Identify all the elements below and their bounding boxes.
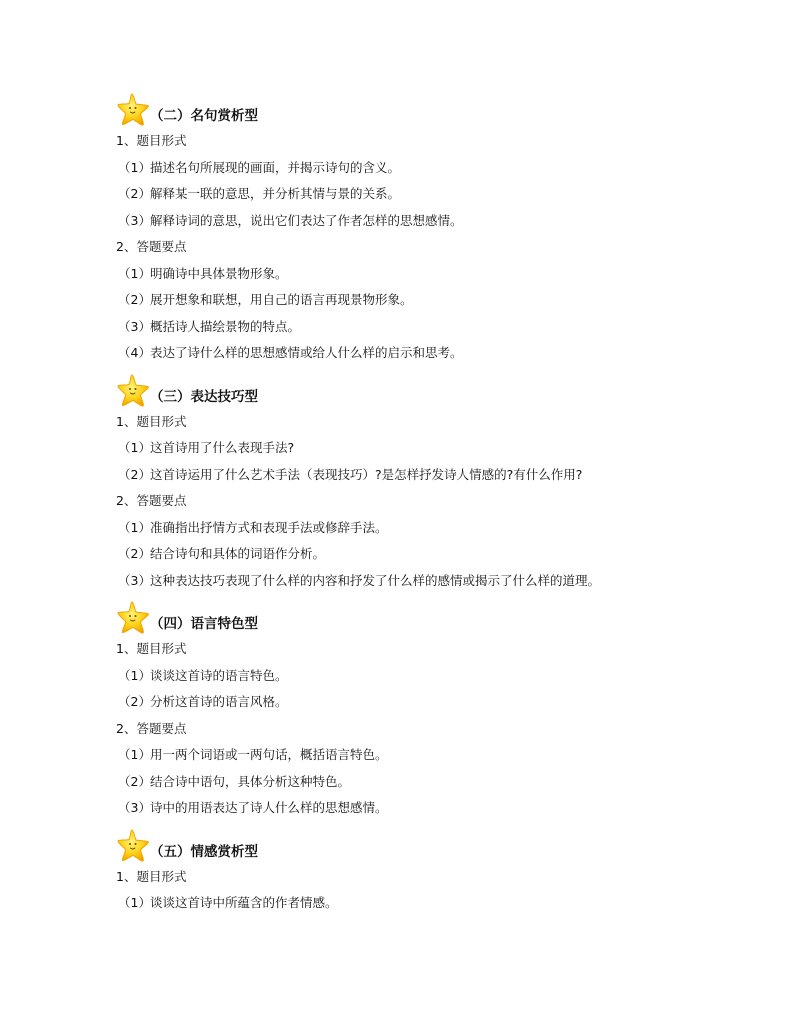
item-number: （1） bbox=[118, 895, 151, 910]
item-number: （3） bbox=[118, 318, 151, 334]
item-number: （2） bbox=[118, 186, 151, 201]
section-header bbox=[116, 86, 756, 126]
subsection-heading: 2、答题要点 bbox=[116, 720, 187, 736]
list-item bbox=[116, 689, 756, 716]
star-icon bbox=[116, 373, 152, 409]
item-text: 展开想象和联想，用自己的语言再现景物形象。 bbox=[150, 292, 413, 307]
list-item bbox=[116, 663, 756, 690]
section bbox=[116, 594, 756, 822]
list-item bbox=[116, 769, 756, 796]
item-number: （1） bbox=[118, 747, 151, 762]
list-item bbox=[116, 314, 756, 341]
item-number: （1） bbox=[118, 265, 151, 281]
item-number: （1） bbox=[118, 440, 151, 455]
item-text: 解释某一联的意思，并分析其情与景的关系。 bbox=[150, 186, 401, 201]
item-number: （1） bbox=[118, 519, 151, 535]
list-item bbox=[116, 181, 756, 208]
item-text: 这首诗运用了什么艺术手法（表现技巧）?是怎样抒发诗人情感的?有什么作用? bbox=[150, 466, 583, 482]
star-icon bbox=[116, 828, 152, 864]
section-title: （二）名句赏析型 bbox=[150, 108, 258, 124]
list-item bbox=[116, 795, 756, 822]
item-number: （1） bbox=[118, 159, 151, 175]
item-text: 这首诗用了什么表现手法? bbox=[150, 440, 295, 455]
item-text: 诗中的用语表达了诗人什么样的思想感情。 bbox=[150, 800, 388, 815]
list-item bbox=[116, 155, 756, 182]
item-number: （1） bbox=[118, 667, 151, 683]
item-text: 谈谈这首诗中所蕴含的作者情感。 bbox=[150, 895, 338, 910]
item-text: 描述名句所展现的画面，并揭示诗句的含义。 bbox=[150, 159, 401, 175]
subsection-heading: 1、题目形式 bbox=[116, 868, 187, 884]
item-number: （2） bbox=[118, 292, 151, 307]
item-text: 分析这首诗的语言风格。 bbox=[150, 694, 288, 709]
section bbox=[116, 822, 756, 917]
item-text: 表达了诗什么样的思想感情或给人什么样的启示和思考。 bbox=[150, 345, 463, 360]
item-text: 结合诗中语句，具体分析这种特色。 bbox=[150, 773, 351, 789]
item-text: 解释诗词的意思，说出它们表达了作者怎样的思想感情。 bbox=[150, 212, 463, 228]
list-item bbox=[116, 462, 756, 489]
item-number: （3） bbox=[118, 572, 151, 588]
list-item bbox=[116, 261, 756, 288]
list-item bbox=[116, 890, 756, 917]
list-item bbox=[116, 208, 756, 235]
subsection-heading: 2、答题要点 bbox=[116, 493, 187, 508]
section-header bbox=[116, 594, 756, 634]
item-number: （2） bbox=[118, 773, 151, 789]
subsection-heading: 1、题目形式 bbox=[116, 133, 187, 148]
subsection-heading: 1、题目形式 bbox=[116, 413, 187, 429]
item-text: 用一两个词语或一两句话，概括语言特色。 bbox=[150, 747, 388, 762]
star-icon bbox=[116, 600, 152, 636]
subsection-heading: 2、答题要点 bbox=[116, 239, 187, 254]
item-number: （2） bbox=[118, 466, 151, 482]
document-content bbox=[116, 86, 756, 917]
list-item bbox=[116, 742, 756, 769]
item-number: （3） bbox=[118, 212, 151, 228]
section bbox=[116, 86, 756, 367]
item-number: （4） bbox=[118, 345, 151, 360]
section-title: （五）情感赏析型 bbox=[150, 843, 258, 860]
item-text: 准确指出抒情方式和表现手法或修辞手法。 bbox=[150, 519, 388, 535]
item-number: （3） bbox=[118, 800, 151, 815]
item-text: 概括诗人描绘景物的特点。 bbox=[150, 318, 301, 334]
item-text: 这种表达技巧表现了什么样的内容和抒发了什么样的感情或揭示了什么样的道理。 bbox=[150, 572, 601, 588]
section-title: （四）语言特色型 bbox=[150, 616, 258, 632]
list-item bbox=[116, 340, 756, 367]
star-icon bbox=[116, 92, 152, 128]
item-number: （2） bbox=[118, 694, 151, 709]
list-item bbox=[116, 287, 756, 314]
section bbox=[116, 367, 756, 595]
section-header bbox=[116, 822, 756, 862]
subsection-heading: 1、题目形式 bbox=[116, 641, 187, 656]
item-text: 明确诗中具体景物形象。 bbox=[150, 265, 288, 281]
list-item bbox=[116, 568, 756, 595]
section-header bbox=[116, 367, 756, 407]
item-text: 结合诗句和具体的词语作分析。 bbox=[150, 546, 326, 561]
item-text: 谈谈这首诗的语言特色。 bbox=[150, 667, 288, 683]
list-item bbox=[116, 541, 756, 568]
list-item bbox=[116, 435, 756, 462]
section-title: （三）表达技巧型 bbox=[150, 388, 258, 405]
list-item bbox=[116, 515, 756, 542]
item-number: （2） bbox=[118, 546, 151, 561]
